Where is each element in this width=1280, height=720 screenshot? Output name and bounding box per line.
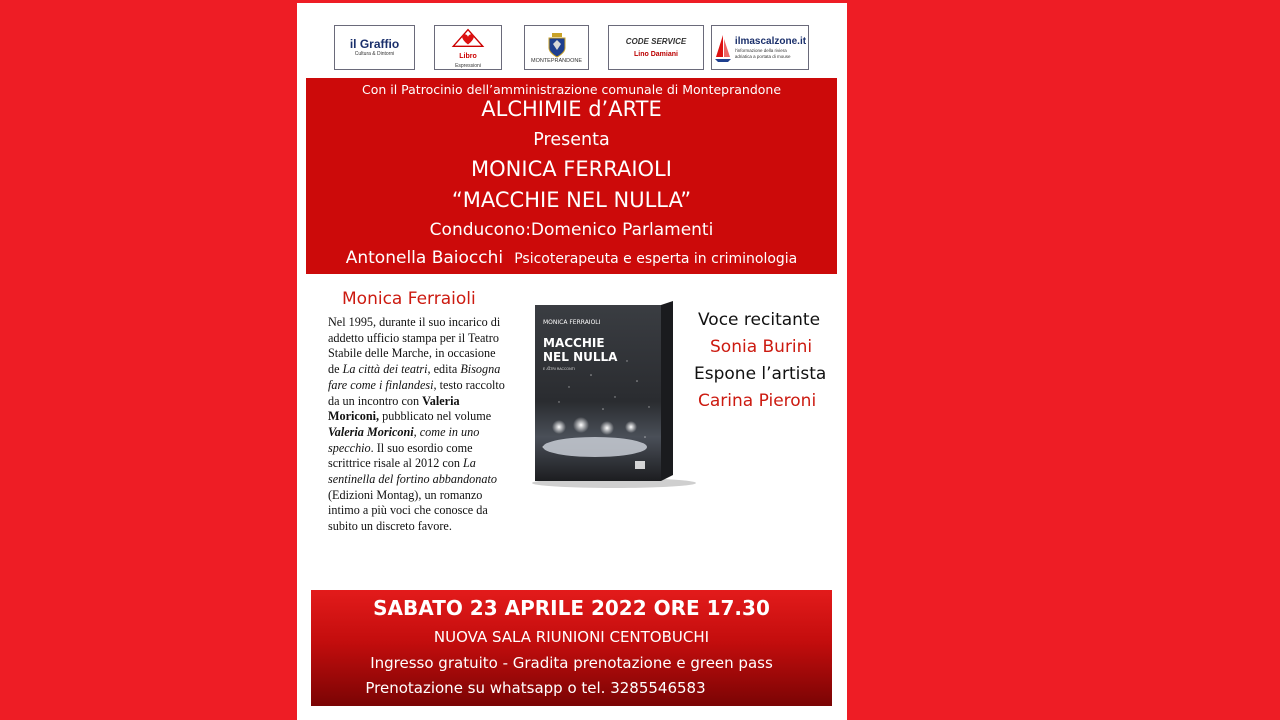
voice-label: Voce recitante bbox=[698, 310, 821, 330]
coat-of-arms-icon bbox=[546, 32, 568, 58]
cover-subtitle: E ALTRI RACCONTI bbox=[543, 367, 575, 371]
bio-paragraph bbox=[328, 315, 508, 535]
event-booking-info: Prenotazione su whatsapp o tel. 3285546583 bbox=[365, 679, 706, 697]
sponsor-logo-libro bbox=[434, 25, 502, 70]
sailboat-icon bbox=[714, 33, 732, 63]
sponsor-tagline: Cultura & Dintorni bbox=[354, 51, 395, 57]
bio-text: La città dei teatri bbox=[342, 362, 428, 377]
heart-book-icon bbox=[448, 26, 488, 50]
bio-text: Bisogna fare come i finlandesi bbox=[328, 362, 501, 392]
voice-name: Sonia Burini bbox=[710, 337, 813, 357]
cover-author: MONICA FERRAIOLI bbox=[543, 319, 601, 326]
bio-author-name: Monica Ferraioli bbox=[342, 289, 476, 309]
sponsor-tagline: l'informazione della riviera adriatica a portata di mouse bbox=[734, 48, 791, 59]
sponsor-name: Libro bbox=[459, 53, 477, 60]
cover-title-line1: MACCHIE bbox=[543, 336, 605, 350]
sponsor-logo-montedrandone bbox=[524, 25, 589, 70]
bio-text: , come in uno specchio bbox=[328, 424, 480, 455]
sponsor-tagline: Espressioni bbox=[455, 63, 481, 69]
bio-text: pubblicato nel volume bbox=[379, 409, 492, 424]
artist-name: Carina Pieroni bbox=[698, 391, 817, 411]
guest-role: Psicoterapeuta e esperta in criminologia bbox=[514, 251, 798, 267]
sponsor-logo-ilmascalzone bbox=[711, 25, 809, 70]
sponsor-name: MONTEPRANDONE bbox=[530, 57, 583, 64]
sponsor-logo-code-service bbox=[608, 25, 704, 70]
event-venue: NUOVA SALA RIUNIONI CENTOBUCHI bbox=[433, 628, 710, 646]
sponsor-logo-il-graffio bbox=[334, 25, 415, 70]
bio-text: La sentinella del fortino abbandonato bbox=[328, 456, 497, 487]
book-title: “MACCHIE NEL NULLA” bbox=[451, 188, 692, 212]
artist-label: Espone l’artista bbox=[694, 364, 827, 384]
event-info-banner bbox=[311, 590, 832, 706]
bio-text: Nel 1995, durante il suo incarico di addetto ufficio stampa per il Teatro Stabile delle Marche, in occasione de bbox=[328, 315, 501, 377]
publisher-logo-icon bbox=[635, 461, 645, 469]
guest-name: Antonella Baiocchi bbox=[345, 248, 504, 268]
hosts-line: Conducono:Domenico Parlamenti bbox=[429, 220, 714, 240]
bio-text: Valeria Moriconi, bbox=[328, 393, 460, 424]
author-name: MONICA FERRAIOLI bbox=[471, 157, 672, 181]
patrocinio-line: Con il Patrocinio dell’amministrazione comunale di Monteprandone bbox=[361, 82, 782, 97]
headline-banner bbox=[306, 78, 837, 274]
event-entry-info: Ingresso gratuito - Gradita prenotazione e green pass bbox=[370, 654, 773, 672]
guest-line bbox=[306, 248, 837, 268]
book-cover-image bbox=[519, 297, 699, 493]
sponsor-contact: Lino Damiani bbox=[634, 50, 678, 58]
organizer-name: ALCHIMIE d’ARTE bbox=[481, 97, 662, 121]
cover-title-line2: NEL NULLA bbox=[543, 350, 618, 364]
bio-text: , testo raccolto da un incontro con bbox=[328, 377, 505, 408]
sponsor-name: il Graffio bbox=[349, 37, 400, 51]
event-poster bbox=[297, 3, 847, 720]
bio-text: Valeria Moriconi bbox=[328, 424, 414, 439]
bio-text: . Il suo esordio come scrittrice risale al 2012 con bbox=[328, 440, 473, 471]
event-datetime: SABATO 23 APRILE 2022 ORE 17.30 bbox=[373, 596, 770, 620]
sponsor-name: CODE SERVICE bbox=[625, 36, 687, 46]
sponsor-name: ilmascalzone.it bbox=[734, 36, 807, 47]
bio-text: (Edizioni Montag), un romanzo intimo a più voci che conosce da subito un discreto favore. bbox=[328, 487, 488, 534]
presenta-label: Presenta bbox=[533, 130, 610, 150]
bio-text: , edita bbox=[427, 362, 461, 377]
